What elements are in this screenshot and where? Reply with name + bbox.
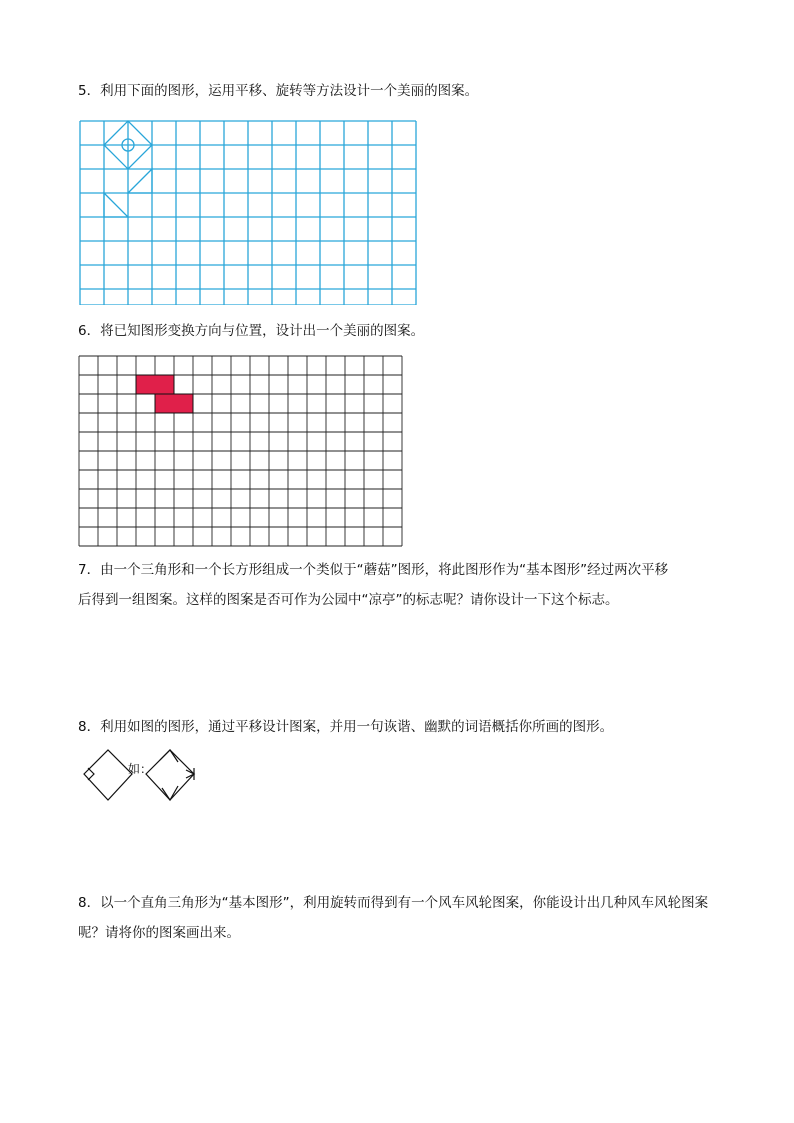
question-5 bbox=[78, 76, 478, 106]
question-5-text: 5．利用下面的图形，运用平移、旋转等方法设计一个美丽的图案。 bbox=[78, 83, 479, 99]
basic-diamond-shape bbox=[84, 750, 132, 800]
pattern-triangle-lower bbox=[104, 193, 128, 217]
red-rectangle-2 bbox=[155, 394, 193, 413]
fish-lower-fin bbox=[162, 786, 178, 800]
black-grid-figure bbox=[78, 355, 406, 547]
red-rectangle-1 bbox=[136, 375, 174, 394]
question-6 bbox=[78, 316, 424, 346]
blue-grid-figure bbox=[78, 119, 418, 305]
question-8b bbox=[78, 888, 708, 948]
question-6-text: 6．将已知图形变换方向与位置，设计出一个美丽的图案。 bbox=[78, 323, 425, 339]
question-7-line-2: 后得到一组图案。这样的图案是否可作为公园中“凉亭”的标志呢？请你设计一下这个标志。 bbox=[78, 592, 619, 608]
fish-tail bbox=[186, 770, 194, 778]
question-7-line-1: 7．由一个三角形和一个长方形组成一个类似于“蘑菇”图形，将此图形作为“基本图形”经过两次平移 bbox=[78, 562, 669, 578]
question-8b-line-2: 呢？请将你的图案画出来。 bbox=[78, 925, 240, 941]
fish-body-diamond bbox=[146, 750, 194, 800]
pattern-triangle-upper bbox=[128, 169, 152, 193]
question-8a bbox=[78, 712, 613, 742]
example-label: 如： bbox=[128, 762, 153, 776]
question-8b-line-1: 8．以一个直角三角形为“基本图形”，利用旋转而得到有一个风车风轮图案，你能设计出几种风车风轮图案 bbox=[78, 895, 709, 911]
question-8a-text: 8．利用如图的图形，通过平移设计图案，并用一句诙谐、幽默的词语概括你所画的图形。 bbox=[78, 719, 614, 735]
fish-shape-figure bbox=[80, 748, 200, 812]
question-7 bbox=[78, 555, 668, 615]
